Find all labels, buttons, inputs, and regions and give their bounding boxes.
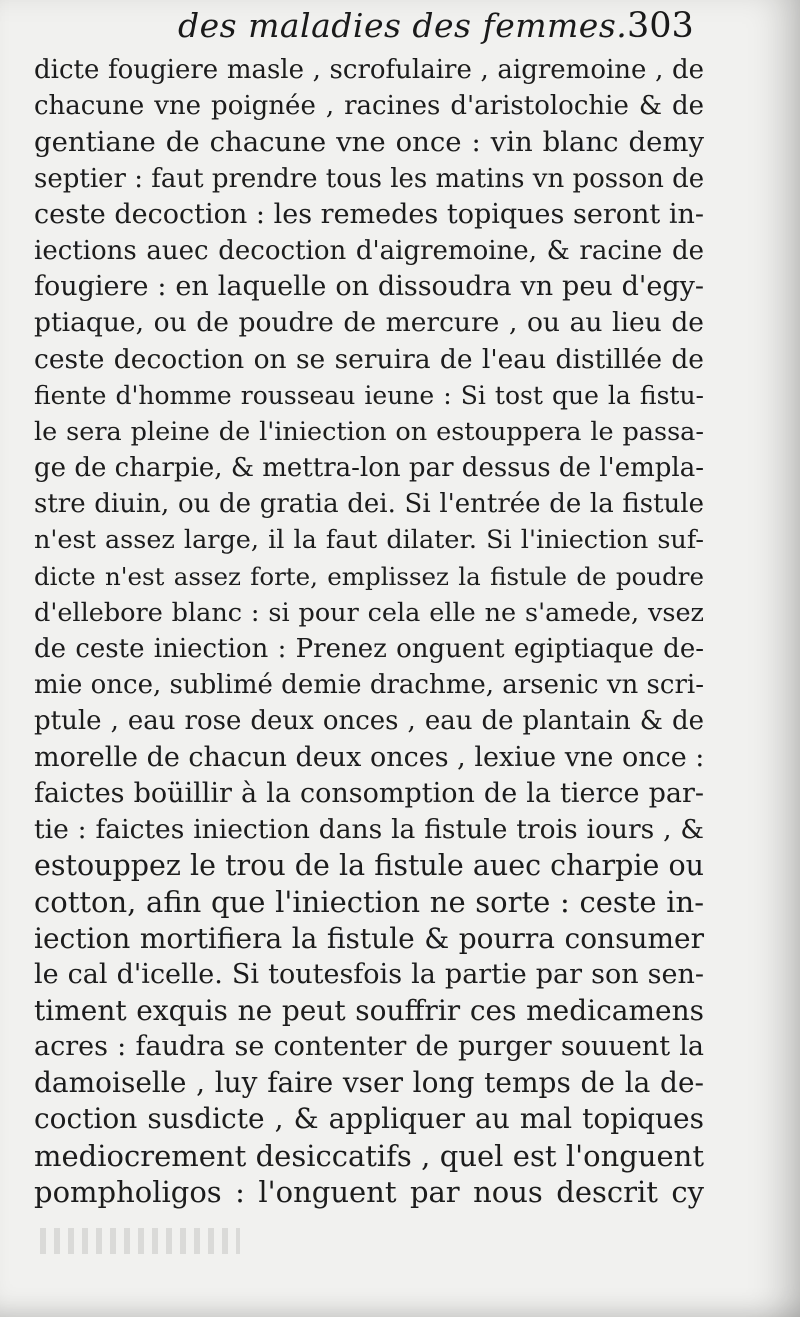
text-line: faictes boüillir à la consomption de la tierce par-	[34, 777, 704, 809]
text-line: gentiane de chacune vne once : vin blanc demy	[34, 126, 704, 159]
text-line: morelle de chacun deux onces , lexiue vne once :	[34, 741, 705, 773]
text-line: dicte fougiere masle , scrofulaire , aigremoine , de	[34, 55, 704, 85]
text-line: cotton, afin que l'iniection ne sorte : ceste in-	[34, 885, 704, 920]
text-line: iections auec decoction d'aigremoine, & racine de	[34, 235, 704, 266]
text-line: acres : faudra se contenter de purger souuent la	[34, 1031, 704, 1063]
text-line: iection mortifiera la fistule & pourra consumer	[34, 921, 704, 955]
text-line: ceste decoction : les remedes topiques seront in-	[34, 198, 704, 230]
text-line: stre diuin, ou de gratia dei. Si l'entrée de la fistule	[34, 489, 704, 520]
running-head	[0, 4, 800, 50]
text-line: estouppez le trou de la fistule auec charpie ou	[34, 849, 704, 883]
text-line: fiente d'homme rousseau ieune : Si tost que la fistu-	[34, 380, 704, 410]
text-line: chacune vne poignée , racines d'aristolochie & de	[34, 91, 704, 122]
show-through-ink	[40, 1228, 240, 1254]
text-line: ptule , eau rose deux onces , eau de plantain & de	[34, 706, 704, 737]
text-line: dicte n'est assez forte, emplissez la fistule de poudre	[34, 561, 704, 591]
text-line: le cal d'icelle. Si toutesfois la partie par son sen-	[34, 958, 704, 990]
text-line: ge de charpie, & mettra-lon par dessus de l'empla-	[34, 453, 704, 484]
text-line: septier : faut prendre tous les matins vn posson de	[34, 163, 705, 194]
body-text	[34, 52, 704, 1210]
text-line: damoiselle , luy faire vser long temps de la de-	[34, 1066, 704, 1100]
text-line: timent exquis ne peut souffrir ces medicamens	[34, 993, 704, 1027]
text-line: tie : faictes iniection dans la fistule trois iours , &	[34, 813, 704, 845]
text-line: ptiaque, ou de poudre de mercure , ou au lieu de	[34, 307, 704, 339]
text-line: ceste decoction on se seruira de l'eau distillée de	[34, 343, 704, 375]
text-line: de ceste iniection : Prenez onguent egiptiaque de-	[34, 634, 704, 664]
text-line: le sera pleine de l'iniection on estouppera le passa-	[34, 416, 704, 447]
text-line: pompholigos : l'onguent par nous descrit cy	[34, 1174, 704, 1209]
page-number: 303	[627, 6, 694, 46]
text-line: mediocrement desiccatifs , quel est l'onguent	[34, 1138, 704, 1173]
text-line: mie once, sublimé demie drachme, arsenic vn scri-	[34, 670, 704, 701]
text-line: n'est assez large, il la faut dilater. Si l'iniection suf-	[34, 525, 704, 556]
text-line: fougiere : en laquelle on dissoudra vn peu d'egy-	[34, 271, 704, 303]
text-line: d'ellebore blanc : si pour cela elle ne s'amede, vsez	[34, 597, 704, 628]
running-title: des maladies des femmes.	[178, 6, 628, 45]
text-line: coction susdicte , & appliquer au mal topiques	[34, 1102, 704, 1136]
